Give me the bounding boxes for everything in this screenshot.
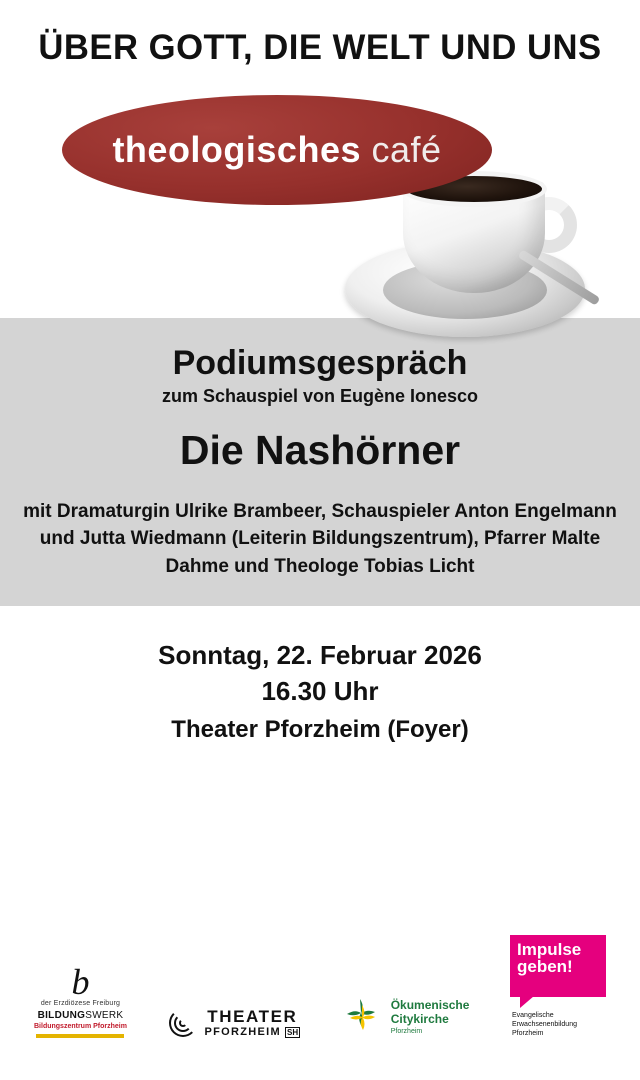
event-when-where <box>0 638 640 746</box>
impulse-speech-bubble <box>510 935 606 997</box>
logo-wordmark <box>62 95 492 205</box>
theater-line1: THEATER <box>207 1007 298 1027</box>
participants-list: mit Dramaturgin Ulrike Brambeer, Schauspieler Anton Engelmann und Jutta Wiedmann (Leiterin Bildungszentrum), Pfarrer Malte Dahme und Theologe Tobias Licht <box>23 500 617 577</box>
impulse-bubble-tail <box>520 996 534 1008</box>
citykirche-line1: Ökumenische <box>390 997 470 1012</box>
play-title: Die Nashörner <box>179 426 461 473</box>
bildungswerk-b-icon: b <box>71 961 90 1002</box>
logo-citykirche <box>341 996 470 1038</box>
theologisches-cafe-logo <box>0 83 640 318</box>
event-venue: Theater Pforzheim (Foyer) <box>171 716 469 744</box>
impulse-caption <box>510 1011 606 1038</box>
impulse-caption-line3: Pforzheim <box>512 1029 544 1037</box>
citykirche-line2: Citykirche <box>390 1011 449 1026</box>
event-date: Sonntag, 22. Februar 2026 <box>158 640 482 671</box>
bildungswerk-line2 <box>34 1010 127 1021</box>
theater-line2-wrap <box>205 1026 301 1038</box>
theater-logo-wrap <box>168 1008 301 1038</box>
logo-impulse-geben <box>510 935 606 1038</box>
event-info-block <box>0 318 640 606</box>
citykirche-line3: Pforzheim <box>390 1028 423 1036</box>
bildungswerk-line2-light: SWERK <box>85 1010 124 1021</box>
theater-badge: SH <box>287 1027 299 1037</box>
bildungswerk-accent-bar <box>36 1034 124 1038</box>
impulse-caption-line2: Erwachsenenbildung <box>512 1020 577 1028</box>
theater-spiral-icon <box>168 1008 198 1038</box>
event-time: 16.30 Uhr <box>261 676 379 707</box>
bildungswerk-line2-bold: BILDUNG <box>37 1010 86 1021</box>
impulse-caption-line1: Evangelische <box>512 1011 554 1019</box>
logo-bildungswerk <box>34 961 127 1038</box>
impulse-line2: geben! <box>517 956 573 976</box>
sponsor-logo-row <box>0 935 640 1038</box>
logo-word-bold: theologisches <box>112 129 361 170</box>
event-subtitle: zum Schauspiel von Eugène Ionesco <box>161 385 479 406</box>
page-title: ÜBER GOTT, DIE WELT UND UNS <box>38 28 602 67</box>
impulse-line1: Impulse <box>517 939 582 959</box>
logo-word-light: café <box>371 129 442 170</box>
citykirche-logo-wrap <box>341 996 470 1038</box>
bildungswerk-line1: der Erzdiözese Freiburg <box>40 1000 121 1007</box>
cross-icon <box>341 996 383 1038</box>
theater-line2: PFORZHEIM <box>204 1025 282 1038</box>
bildungswerk-line3: Bildungszentrum Pforzheim <box>34 1023 127 1030</box>
logo-theater-pforzheim <box>168 1008 301 1038</box>
event-format: Podiumsgespräch <box>172 344 468 382</box>
